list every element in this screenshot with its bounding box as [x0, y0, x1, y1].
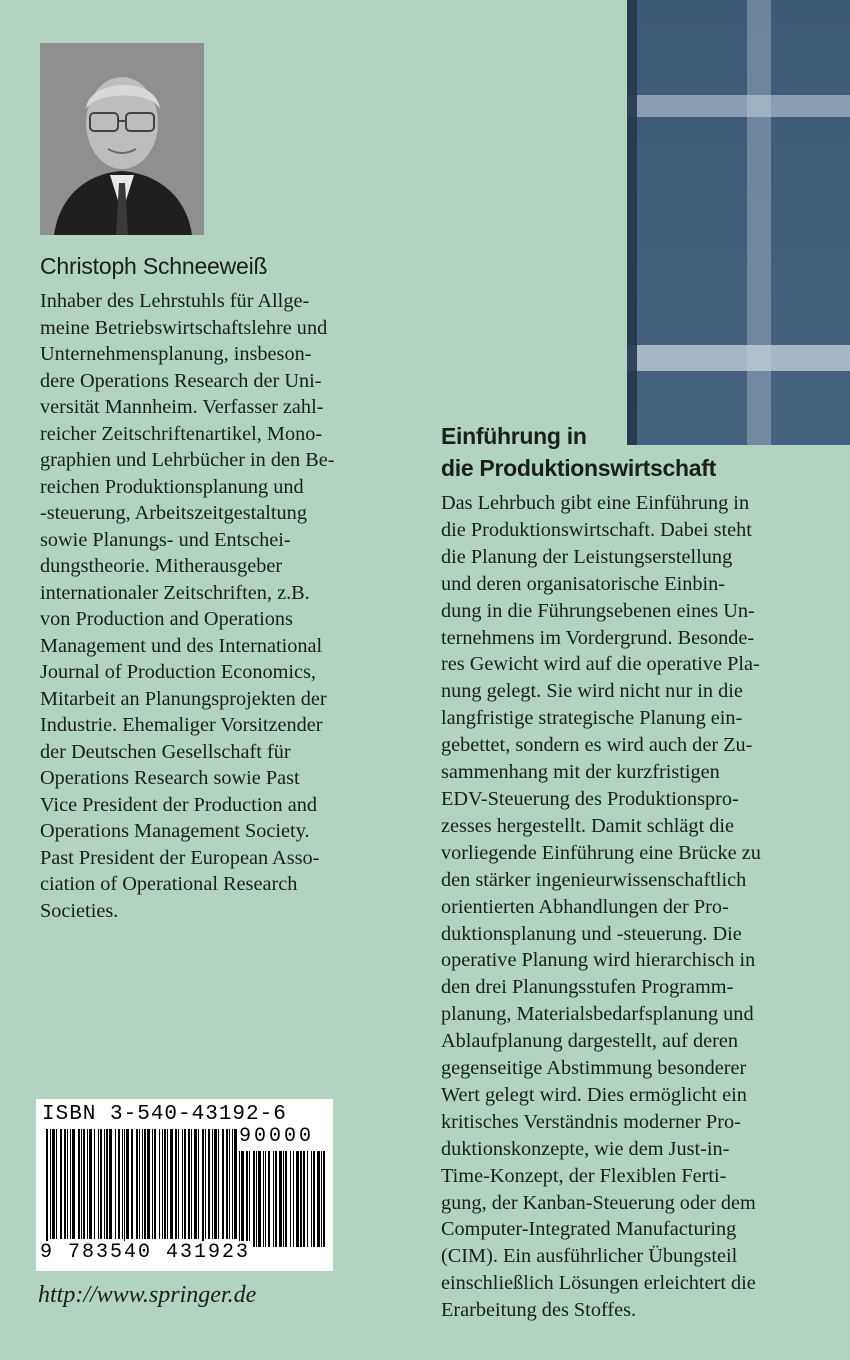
barcode-bar	[147, 1129, 150, 1239]
isbn-barcode	[36, 1099, 333, 1271]
barcode-bar	[70, 1129, 71, 1239]
addon-bar	[258, 1151, 261, 1247]
description-line: res Gewicht wird auf die operative Pla-	[441, 653, 760, 676]
barcode-bar	[136, 1129, 138, 1239]
description-line: gung, der Kanban-Steuerung oder dem	[441, 1191, 756, 1214]
description-line: nung gelegt. Sie wird nicht nur in die	[441, 680, 743, 703]
description-line: gegenseitige Abstimmung besonderer	[441, 1057, 747, 1080]
barcode-bar	[188, 1129, 190, 1239]
barcode-bar	[139, 1129, 140, 1239]
bio-line: Vice President der Production and	[40, 793, 318, 816]
bio-line: dere Operations Research der Uni-	[40, 369, 322, 392]
bio-line: Operations Research sowie Past	[40, 767, 300, 789]
bio-line: Operations Management Society.	[40, 820, 310, 842]
addon-bar	[293, 1151, 294, 1247]
bio-line: internationaler Zeitschriften, z.B.	[40, 581, 310, 604]
isbn-number: ISBN 3-540-43192-6	[42, 1103, 287, 1126]
addon-bar	[317, 1151, 320, 1247]
barcode-bar	[175, 1129, 177, 1239]
barcode-bar	[162, 1129, 163, 1239]
barcode-bar	[50, 1129, 51, 1239]
barcode-bar	[122, 1129, 123, 1239]
addon-bar	[285, 1151, 287, 1247]
price-code: 90000	[239, 1125, 315, 1148]
ean-digits: 9 783540 431923	[40, 1241, 251, 1264]
barcode-bar	[64, 1129, 66, 1239]
barcode-bar	[126, 1129, 129, 1239]
description-line: Das Lehrbuch gibt eine Einführung in	[441, 492, 750, 514]
book-description	[441, 490, 821, 1324]
publisher-url[interactable]: http://www.springer.de	[38, 1282, 257, 1308]
description-line: Computer-Integrated Manufacturing	[441, 1218, 737, 1241]
bio-line: sowie Planungs- und Entschei-	[40, 528, 291, 551]
addon-bar	[253, 1151, 255, 1247]
barcode-bar	[60, 1129, 62, 1239]
bio-line: Unternehmensplanung, insbeson-	[40, 343, 312, 365]
description-line: dung in die Führungsebenen eines Un-	[441, 599, 755, 622]
bio-line: der Deutschen Gesellschaft für	[40, 740, 291, 763]
bio-line: Industrie. Ehemaliger Vorsitzender	[40, 714, 323, 736]
addon-bar	[249, 1151, 250, 1247]
barcode-bar	[226, 1129, 228, 1239]
addon-bar	[323, 1151, 325, 1247]
book-title-line1: Einführung in	[441, 423, 587, 449]
barcode-bar	[170, 1129, 173, 1239]
barcode-bar	[94, 1129, 95, 1239]
bio-line: -steuerung, Arbeitszeitgestaltung	[40, 502, 307, 524]
addon-bar	[283, 1151, 284, 1247]
barcode-bar	[205, 1129, 206, 1239]
book-title	[441, 420, 716, 484]
barcode-bar	[81, 1129, 82, 1239]
barcode-bar	[212, 1129, 213, 1239]
addon-bar	[313, 1151, 315, 1247]
bio-line: Past President der European Asso-	[40, 846, 320, 869]
description-line: planung, Materialsbedarfsplanung und	[441, 1003, 754, 1026]
bio-line: von Production and Operations	[40, 608, 293, 630]
bio-line: Inhaber des Lehrstuhls für Allge-	[40, 290, 310, 312]
author-name: Christoph Schneeweiß	[40, 253, 268, 279]
barcode-bar	[118, 1129, 120, 1239]
barcode-bar	[232, 1129, 233, 1239]
addon-bar	[296, 1151, 299, 1247]
barcode-bar	[142, 1129, 143, 1239]
description-line: Wert gelegt wird. Dies ermöglicht ein	[441, 1083, 747, 1106]
description-line: (CIM). Ein ausführlicher Übungsteil	[441, 1245, 738, 1268]
barcode-bar	[72, 1129, 75, 1239]
barcode-bar	[87, 1129, 88, 1239]
description-line: sammenhang mit der kurzfristigen	[441, 761, 720, 784]
description-line: orientierten Abhandlungen der Pro-	[441, 895, 729, 918]
description-line: zesses hergestellt. Damit schlägt die	[441, 814, 735, 837]
addon-bar	[239, 1151, 240, 1247]
barcode-bar	[115, 1129, 116, 1239]
addon-bar	[241, 1151, 244, 1247]
barcode-bar	[104, 1129, 105, 1239]
bio-line: reicher Zeitschriftenartikel, Mono-	[40, 422, 323, 445]
description-line: vorliegende Einführung eine Brücke zu	[441, 841, 761, 864]
barcode-bar	[109, 1129, 112, 1239]
barcode-bar	[52, 1129, 55, 1239]
addon-bar	[311, 1151, 312, 1247]
photo-dark-stripe	[627, 0, 637, 445]
addon-bar	[307, 1151, 308, 1247]
barcode-bar	[106, 1129, 108, 1239]
barcode-bar	[191, 1129, 192, 1239]
barcode-bar	[159, 1129, 160, 1239]
barcode-bar	[100, 1129, 102, 1239]
addon-bar	[279, 1151, 282, 1247]
addon-bar	[300, 1151, 302, 1247]
description-line: duktionsplanung und -steuerung. Die	[441, 922, 742, 945]
photo-bright-column	[747, 0, 771, 445]
barcode-bar	[234, 1129, 237, 1239]
barcode-bar	[198, 1129, 199, 1239]
addon-bar	[263, 1151, 264, 1247]
description-line: Ablaufplanung dargestellt, auf deren	[441, 1030, 738, 1053]
description-line: Erarbeitung des Stoffes.	[441, 1299, 637, 1322]
description-line: ternehmens im Vordergrund. Besonde-	[441, 626, 755, 649]
description-line: Time-Konzept, der Flexiblen Ferti-	[441, 1164, 727, 1187]
barcode-bar	[154, 1129, 156, 1239]
bio-line: meine Betriebswirtschaftslehre und	[40, 316, 328, 339]
bio-line: Mitarbeit an Planungsprojekten der	[40, 687, 327, 710]
addon-bar	[303, 1151, 305, 1247]
barcode-bar	[78, 1129, 80, 1239]
description-line: operative Planung wird hierarchisch in	[441, 949, 756, 972]
addon-bar	[321, 1151, 322, 1247]
barcode-bar	[144, 1129, 146, 1239]
addon-bar	[246, 1151, 248, 1247]
description-line: gebettet, sondern es wird auch der Zu-	[441, 734, 753, 757]
bio-line: graphien und Lehrbücher in den Be-	[40, 449, 335, 471]
barcode-bar	[89, 1129, 92, 1239]
barcode-bar	[184, 1129, 186, 1239]
addon-bar	[275, 1151, 277, 1247]
barcode-bar	[214, 1129, 217, 1239]
addon-bar	[268, 1151, 270, 1247]
barcode-bar	[167, 1129, 168, 1239]
barcode-bar	[131, 1129, 133, 1239]
photo-bright-band-1	[627, 95, 850, 117]
book-title-line2: die Produktionswirtschaft	[441, 455, 716, 481]
barcode-bar	[83, 1129, 85, 1239]
portrait-illustration	[40, 43, 204, 235]
addon-bar	[265, 1151, 266, 1247]
cover-photo-abstract	[627, 0, 850, 445]
description-line: langfristige strategische Planung ein-	[441, 707, 743, 730]
bio-line: ciation of Operational Research	[40, 873, 298, 895]
description-line: und deren organisatorische Einbin-	[441, 572, 726, 595]
description-line: duktionskonzepte, wie dem Just-in-	[441, 1137, 730, 1160]
bio-line: Management und des International	[40, 634, 323, 657]
barcode-bar	[67, 1129, 68, 1239]
description-line: die Produktionswirtschaft. Dabei steht	[441, 518, 752, 541]
description-line: kritisches Verständnis moderner Pro-	[441, 1110, 741, 1133]
addon-bar	[273, 1151, 274, 1247]
bio-line: Journal of Production Economics,	[40, 661, 317, 683]
description-line: den drei Planungsstufen Programm-	[441, 976, 734, 999]
description-line: einschließlich Lösungen erleichtert die	[441, 1272, 756, 1295]
photo-bright-band-2	[627, 345, 850, 371]
description-line: die Planung der Leistungserstellung	[441, 545, 733, 568]
barcode-bar	[194, 1129, 197, 1239]
barcode-bar	[178, 1129, 179, 1239]
barcode-bar	[98, 1129, 99, 1239]
author-portrait	[40, 43, 204, 235]
barcode-bar	[46, 1129, 48, 1247]
bio-line: dungstheorie. Mitherausgeber	[40, 555, 283, 577]
addon-bar	[256, 1151, 257, 1247]
description-line: EDV-Steuerung des Produktionspro-	[441, 787, 739, 810]
barcode-bar	[202, 1129, 204, 1247]
addon-bar	[290, 1151, 291, 1247]
barcode-bar	[208, 1129, 210, 1239]
barcode-bar	[56, 1129, 57, 1239]
barcode-bar	[229, 1129, 230, 1239]
barcode-bar	[124, 1129, 125, 1247]
barcode-bar	[218, 1129, 219, 1239]
barcode-bar	[152, 1129, 153, 1239]
bio-line: versität Mannheim. Verfasser zahl-	[40, 396, 324, 418]
barcode-bar	[222, 1129, 224, 1239]
bio-line: Societies.	[40, 899, 119, 922]
bio-line: reichen Produktionsplanung und	[40, 475, 304, 498]
barcode-bar	[164, 1129, 166, 1239]
description-line: den stärker ingenieurwissenschaftlich	[441, 868, 747, 891]
barcode-bar	[182, 1129, 183, 1239]
author-bio	[40, 288, 380, 924]
